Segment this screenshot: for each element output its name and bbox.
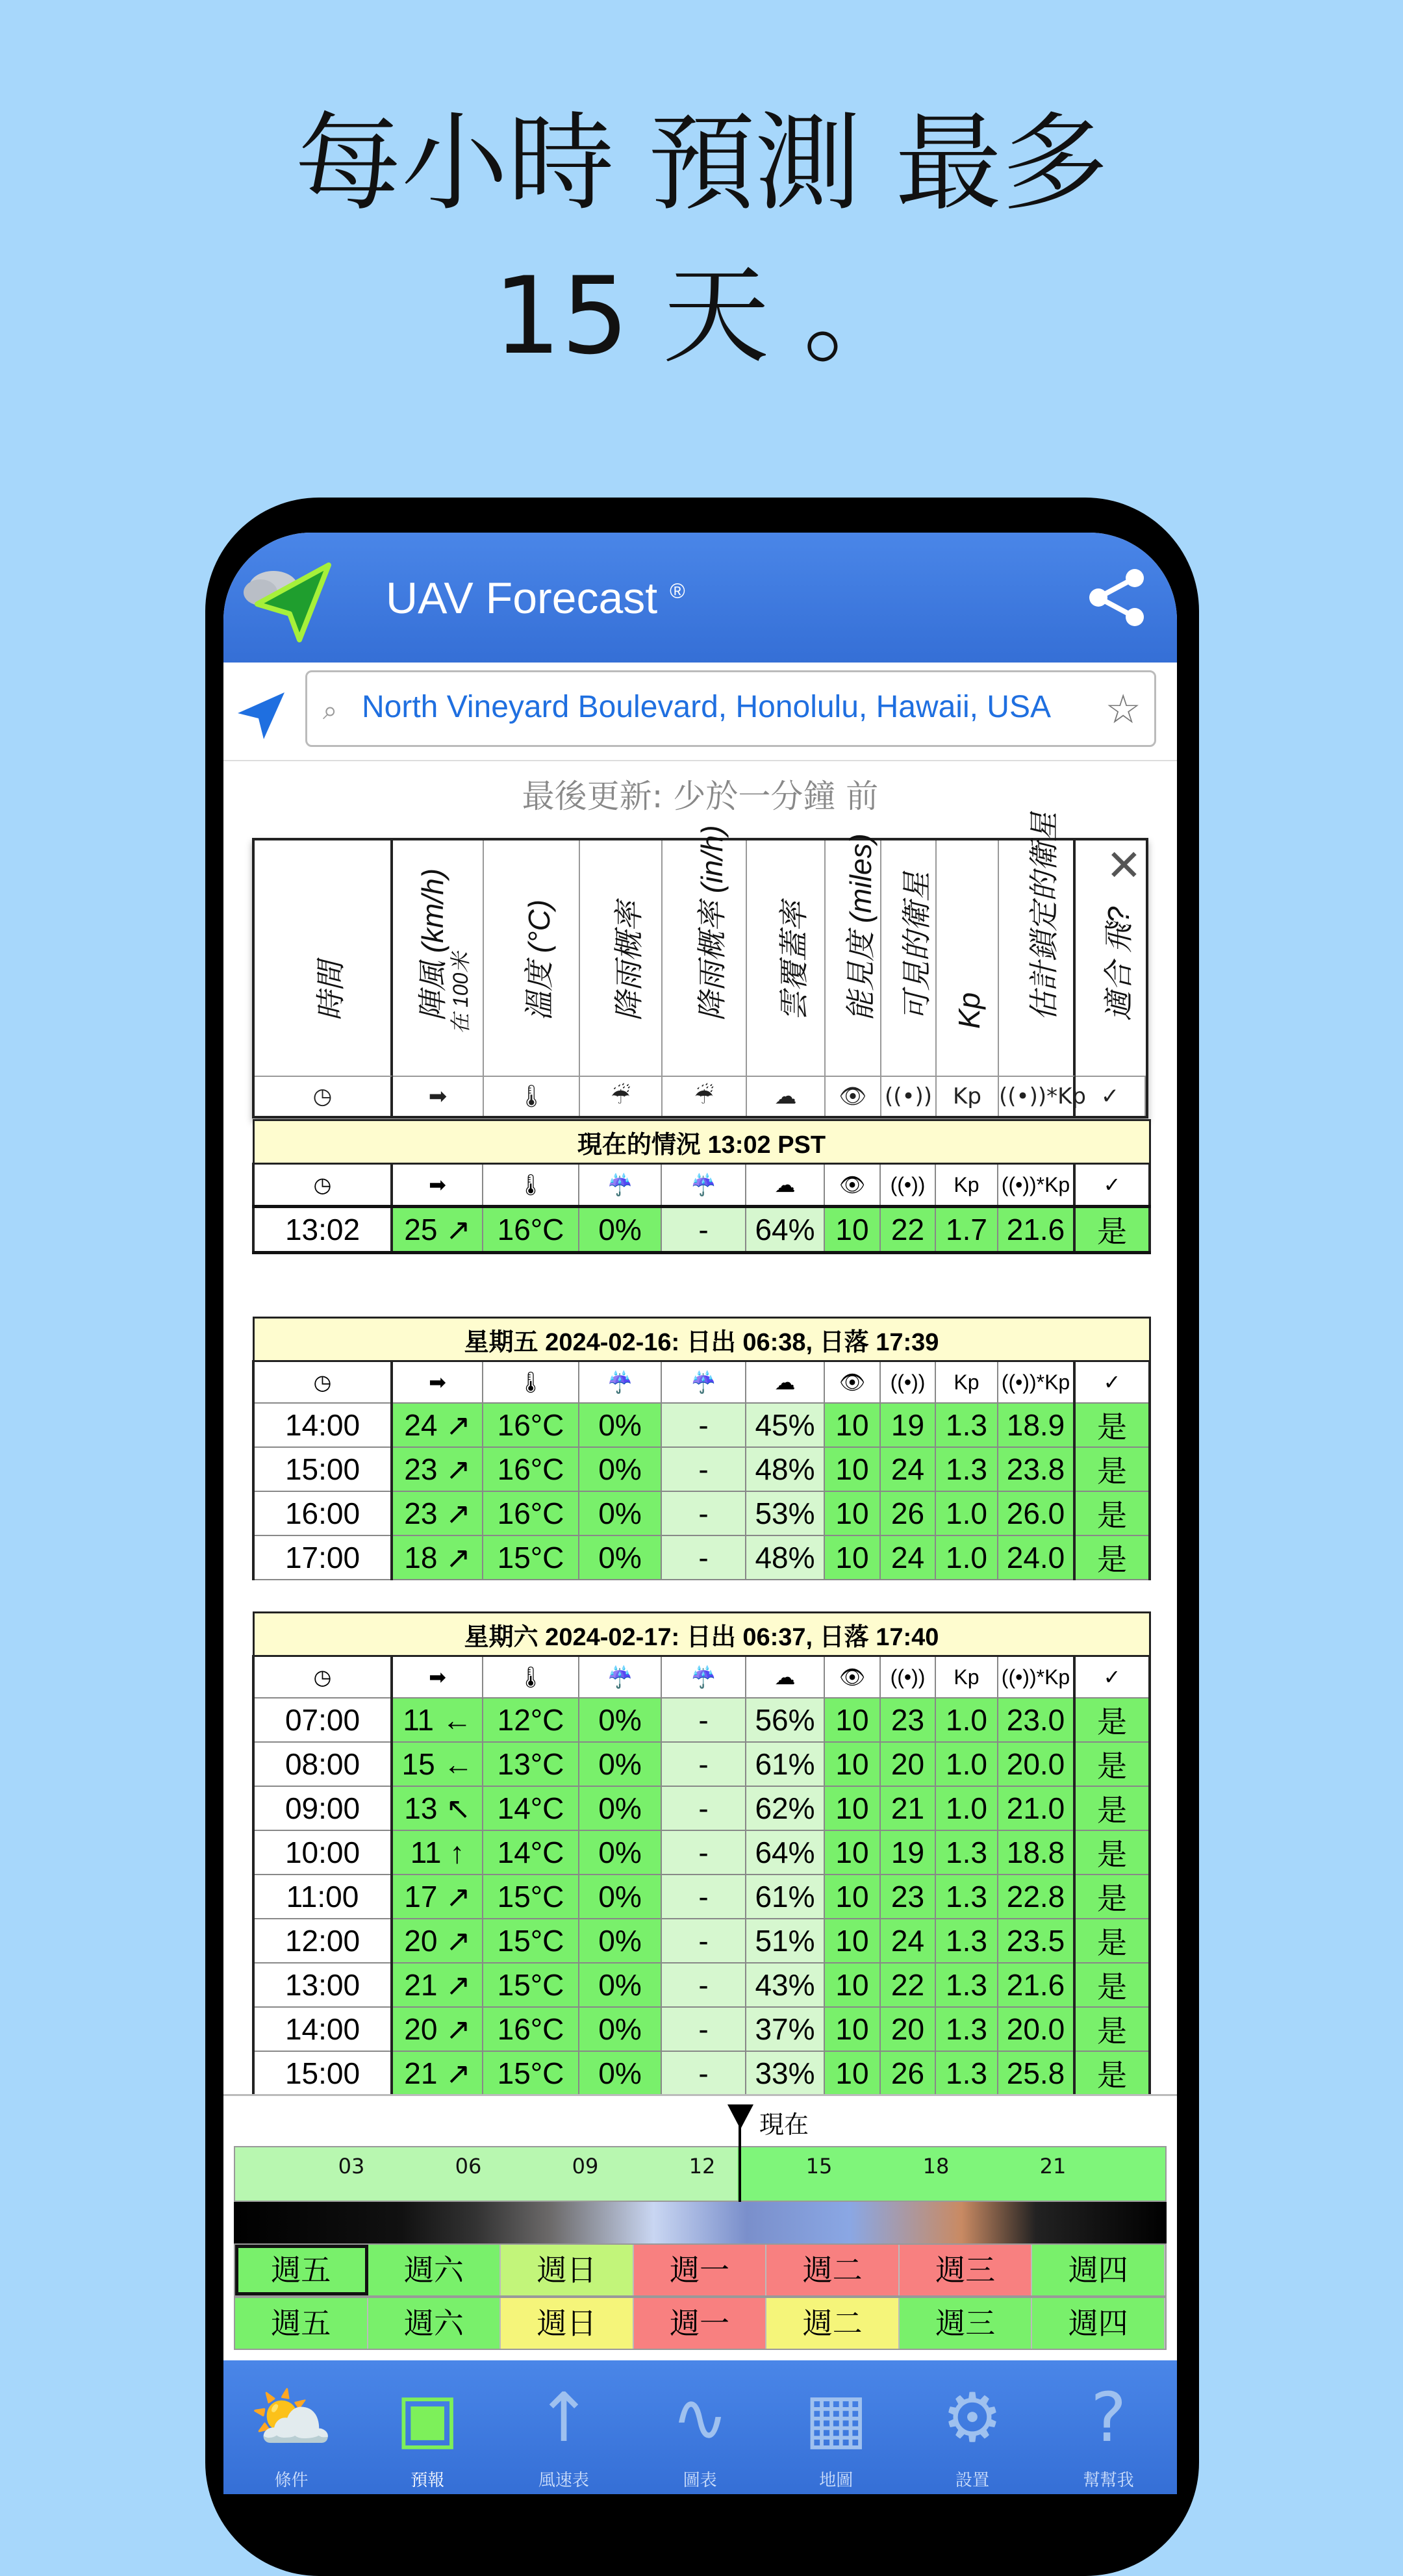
cell-temp: 16°C xyxy=(483,1491,579,1535)
cell-gust: 24 ↗ xyxy=(392,1403,483,1447)
app-title: UAV Forecast ® xyxy=(386,574,685,623)
cell-locked-sats: 18.8 xyxy=(998,1830,1074,1875)
cell-rain-rate: - xyxy=(661,1963,746,2007)
cell-gust: 11 ↑ xyxy=(392,1830,483,1875)
close-icon[interactable]: ✕ xyxy=(1106,840,1142,890)
cell-kp: 1.3 xyxy=(935,1830,998,1875)
timeline-tick-label: 21 xyxy=(1039,2154,1067,2178)
cell-rain: 0% xyxy=(579,1963,661,2007)
table-row[interactable] xyxy=(253,2051,1150,2095)
cell-fly: 是 xyxy=(1074,1963,1150,2007)
now-label: 現在 xyxy=(759,2110,809,2139)
day-tab-5[interactable]: 週二 xyxy=(766,2245,900,2295)
cell-gust: 20 ↗ xyxy=(392,2007,483,2051)
cloud-plane-logo-icon xyxy=(238,552,335,650)
cell-fly: 是 xyxy=(1074,1698,1150,1742)
cell-locked-sats: 23.5 xyxy=(998,1919,1074,1963)
table-row[interactable] xyxy=(253,1786,1150,1830)
nav-label: 幫幫我 xyxy=(1083,2471,1134,2490)
day-tab-7[interactable]: 週四 xyxy=(1032,2298,1165,2349)
timeline-bar[interactable] xyxy=(234,2146,1167,2202)
cell-kp: 1.0 xyxy=(935,1742,998,1786)
table-caption: 星期六 2024-02-17: 日出 06:37, 日落 17:40 xyxy=(253,1613,1150,1656)
cell-kp: 1.3 xyxy=(935,2051,998,2095)
cell-locked-sats: 26.0 xyxy=(998,1491,1074,1535)
cell-visibility: 10 xyxy=(824,1207,880,1253)
satellite-kp-icon: ((•))*Kp xyxy=(998,1656,1074,1698)
cell-locked-sats: 18.9 xyxy=(998,1403,1074,1447)
cell-time: 09:00 xyxy=(253,1786,392,1830)
satellite-kp-icon: ((•))*Kp xyxy=(998,1361,1074,1404)
check-icon: ✓ xyxy=(1074,1164,1150,1207)
cloud-icon: ☁ xyxy=(746,1361,824,1404)
cell-fly: 是 xyxy=(1074,1491,1150,1535)
day-tab-2[interactable]: 週六 xyxy=(368,2245,501,2295)
rain-rate-icon: ☔ xyxy=(661,1361,746,1404)
cell-rain: 0% xyxy=(579,1491,661,1535)
cell-satellites: 20 xyxy=(880,2007,935,2051)
cell-time: 11:00 xyxy=(253,1875,392,1919)
current-conditions-table xyxy=(252,1119,1151,1254)
header-rain: 降雨概率 xyxy=(580,840,663,1076)
cell-rain-rate: - xyxy=(661,1830,746,1875)
cell-satellites: 23 xyxy=(880,1698,935,1742)
cell-kp: 1.3 xyxy=(935,1919,998,1963)
satellite-kp-icon: ((•))*Kp xyxy=(999,1076,1076,1116)
cell-fly: 是 xyxy=(1074,1786,1150,1830)
nav-label: 條件 xyxy=(274,2471,309,2490)
header-rain-in: 降雨概率 (in/h) xyxy=(663,840,747,1076)
nav-item-help[interactable] xyxy=(1041,2360,1176,2494)
headline-line-2: 15 天 。 xyxy=(493,254,910,378)
cell-rain-rate: - xyxy=(661,1919,746,1963)
satellite-kp-icon: ((•))*Kp xyxy=(998,1164,1074,1207)
cell-satellites: 21 xyxy=(880,1786,935,1830)
rain-icon: ☔ xyxy=(580,1076,663,1116)
header-gust: 陣風 (km/h) 在 100米 xyxy=(393,840,484,1076)
day-tab-1[interactable]: 週五 xyxy=(235,2245,368,2295)
cell-satellites: 23 xyxy=(880,1875,935,1919)
table-row[interactable] xyxy=(253,2007,1150,2051)
eye-icon: 👁 xyxy=(824,1164,880,1207)
rain-rate-icon: ☔ xyxy=(661,1656,746,1698)
day-tab-3[interactable]: 週日 xyxy=(501,2245,634,2295)
cell-time: 10:00 xyxy=(253,1830,392,1875)
cell-gust: 18 ↗ xyxy=(392,1535,483,1580)
cell-kp: 1.0 xyxy=(935,1535,998,1580)
table-row[interactable] xyxy=(253,1830,1150,1875)
kp-icon: Kp xyxy=(935,1656,998,1698)
cell-gust: 21 ↗ xyxy=(392,1963,483,2007)
header-visibility: 能見度 (miles) xyxy=(826,840,881,1076)
cell-rain: 0% xyxy=(579,1742,661,1786)
day-tabs-row-1 xyxy=(234,2243,1167,2297)
timeline-tick-label: 06 xyxy=(455,2154,482,2178)
cell-cloud: 53% xyxy=(746,1491,824,1535)
app-screen xyxy=(223,533,1177,2494)
cell-locked-sats: 20.0 xyxy=(998,1742,1074,1786)
day-tab-6[interactable]: 週三 xyxy=(900,2298,1033,2349)
column-header-panel xyxy=(252,812,1148,1118)
table-row[interactable] xyxy=(253,1535,1150,1580)
cell-rain: 0% xyxy=(579,1403,661,1447)
cell-rain-rate: - xyxy=(661,2007,746,2051)
cell-temp: 15°C xyxy=(483,2051,579,2095)
cell-rain: 0% xyxy=(579,1919,661,1963)
nav-item-map[interactable] xyxy=(768,2360,904,2494)
table-row[interactable] xyxy=(253,1698,1150,1742)
now-marker-icon xyxy=(727,2104,753,2129)
cell-time: 08:00 xyxy=(253,1742,392,1786)
cell-fly: 是 xyxy=(1074,1830,1150,1875)
satellite-icon: ((•)) xyxy=(880,1164,935,1207)
cell-locked-sats: 23.8 xyxy=(998,1447,1074,1491)
header-fly: 適合 飛? ✕ xyxy=(1102,840,1142,1021)
cell-cloud: 48% xyxy=(746,1535,824,1580)
timeline-tick-label: 15 xyxy=(805,2154,833,2178)
last-updated-text: 最後更新: 少於一分鐘 前 xyxy=(522,777,879,815)
cell-fly: 是 xyxy=(1074,1447,1150,1491)
cell-fly: 是 xyxy=(1074,1207,1150,1253)
cell-cloud: 64% xyxy=(746,1830,824,1875)
day-tabs-row-2 xyxy=(234,2297,1167,2350)
timeline-tick-label: 03 xyxy=(338,2154,365,2178)
cell-cloud: 37% xyxy=(746,2007,824,2051)
nav-item-gear[interactable] xyxy=(905,2360,1041,2494)
cell-rain: 0% xyxy=(579,1830,661,1875)
star-icon[interactable]: ☆ xyxy=(1105,685,1141,733)
kp-icon: Kp xyxy=(937,1076,999,1116)
cell-fly: 是 xyxy=(1074,2007,1150,2051)
cell-time: 15:00 xyxy=(253,2051,392,2095)
table-row[interactable] xyxy=(253,1491,1150,1535)
cell-time: 12:00 xyxy=(253,1919,392,1963)
cell-satellites: 24 xyxy=(880,1535,935,1580)
cell-kp: 1.3 xyxy=(935,2007,998,2051)
cell-rain-rate: - xyxy=(661,1698,746,1742)
nav-label: 地圖 xyxy=(819,2471,853,2490)
cell-fly: 是 xyxy=(1074,1403,1150,1447)
kp-icon: Kp xyxy=(935,1361,998,1404)
rain-icon: ☔ xyxy=(579,1656,661,1698)
location-text[interactable]: North Vineyard Boulevard, Honolulu, Hawaii, USA xyxy=(362,690,1051,724)
cell-locked-sats: 21.6 xyxy=(998,1963,1074,2007)
cell-cloud: 61% xyxy=(746,1742,824,1786)
cell-cloud: 48% xyxy=(746,1447,824,1491)
cell-temp: 16°C xyxy=(483,1403,579,1447)
day-tab-5[interactable]: 週二 xyxy=(766,2298,900,2349)
cell-locked-sats: 25.8 xyxy=(998,2051,1074,2095)
cell-rain: 0% xyxy=(579,1875,661,1919)
table-row[interactable] xyxy=(253,1403,1150,1447)
cell-visibility: 10 xyxy=(824,1403,880,1447)
cell-fly: 是 xyxy=(1074,1535,1150,1580)
cell-rain-rate: - xyxy=(661,1403,746,1447)
rain-icon: ☔ xyxy=(579,1164,661,1207)
thermometer-icon: 🌡 xyxy=(483,1164,579,1207)
cell-time: 14:00 xyxy=(253,1403,392,1447)
day-tab-3[interactable]: 週日 xyxy=(501,2298,634,2349)
help-icon: ? xyxy=(1091,2378,1127,2457)
cell-time: 16:00 xyxy=(253,1491,392,1535)
cell-gust: 17 ↗ xyxy=(392,1875,483,1919)
header-locked-sats: 估計鎖定的衛星 xyxy=(999,840,1076,1076)
day1-forecast-table xyxy=(252,1317,1151,1580)
cell-time: 17:00 xyxy=(253,1535,392,1580)
clock-icon: ◷ xyxy=(253,1361,392,1404)
gear-icon: ⚙ xyxy=(942,2378,1003,2457)
cell-time: 13:02 xyxy=(253,1207,392,1253)
cell-fly: 是 xyxy=(1074,2051,1150,2095)
cell-locked-sats: 21.6 xyxy=(998,1207,1074,1253)
cell-visibility: 10 xyxy=(824,1830,880,1875)
cell-visibility: 10 xyxy=(824,1447,880,1491)
cell-rain-rate: - xyxy=(661,1742,746,1786)
eye-icon: 👁 xyxy=(826,1076,881,1116)
search-icon: ⌕ xyxy=(323,696,338,726)
arrow-up-icon: ↑ xyxy=(535,2378,592,2457)
cell-cloud: 51% xyxy=(746,1919,824,1963)
cell-satellites: 19 xyxy=(880,1403,935,1447)
map-icon: ▦ xyxy=(804,2378,868,2457)
calendar-icon: ▣ xyxy=(396,2378,460,2457)
nav-item-arrow-up[interactable] xyxy=(496,2360,631,2494)
cell-visibility: 10 xyxy=(824,2051,880,2095)
nav-label: 風速表 xyxy=(538,2471,589,2490)
nav-item-calendar[interactable] xyxy=(360,2360,496,2494)
day-tab-7[interactable]: 週四 xyxy=(1032,2245,1165,2295)
nav-label: 圖表 xyxy=(683,2471,717,2490)
cell-rain: 0% xyxy=(579,1786,661,1830)
wind-arrow-icon: ➡ xyxy=(393,1076,484,1116)
cell-fly: 是 xyxy=(1074,1919,1150,1963)
cell-rain: 0% xyxy=(579,1207,661,1253)
cell-rain: 0% xyxy=(579,2051,661,2095)
cloud-icon: ☁ xyxy=(747,1076,826,1116)
cell-satellites: 20 xyxy=(880,1742,935,1786)
header-satellites: 可見的衛星 xyxy=(881,840,937,1076)
cell-kp: 1.3 xyxy=(935,1403,998,1447)
cell-rain-rate: - xyxy=(661,1535,746,1580)
day-tab-6[interactable]: 週三 xyxy=(900,2245,1033,2295)
cell-locked-sats: 21.0 xyxy=(998,1786,1074,1830)
table-caption: 現在的情況 13:02 PST xyxy=(253,1120,1150,1164)
cell-temp: 14°C xyxy=(483,1786,579,1830)
nav-item-weather[interactable] xyxy=(223,2360,359,2494)
header-kp: Kp xyxy=(937,840,999,1076)
satellite-icon: ((•)) xyxy=(880,1656,935,1698)
cell-locked-sats: 20.0 xyxy=(998,2007,1074,2051)
day-tab-1[interactable]: 週五 xyxy=(235,2298,368,2349)
thermometer-icon: 🌡 xyxy=(484,1076,580,1116)
weather-icon: ⛅ xyxy=(249,2378,334,2457)
cell-gust: 23 ↗ xyxy=(392,1491,483,1535)
satellite-icon: ((•)) xyxy=(880,1361,935,1404)
cell-gust: 13 ↖ xyxy=(392,1786,483,1830)
nav-item-chart-pulse[interactable] xyxy=(632,2360,768,2494)
cell-temp: 14°C xyxy=(483,1830,579,1875)
header-cloud: 雲覆蓋率 xyxy=(747,840,826,1076)
bottom-navigation xyxy=(223,2360,1177,2494)
cell-visibility: 10 xyxy=(824,1535,880,1580)
table-row[interactable] xyxy=(253,1447,1150,1491)
cell-temp: 12°C xyxy=(483,1698,579,1742)
cell-cloud: 64% xyxy=(746,1207,824,1253)
cell-satellites: 26 xyxy=(880,2051,935,2095)
day-tab-4[interactable]: 週一 xyxy=(634,2298,767,2349)
cell-visibility: 10 xyxy=(824,1786,880,1830)
cloud-icon: ☁ xyxy=(746,1164,824,1207)
cell-temp: 15°C xyxy=(483,1875,579,1919)
cell-visibility: 10 xyxy=(824,1875,880,1919)
timeline-tick-label: 18 xyxy=(922,2154,950,2178)
thermometer-icon: 🌡 xyxy=(483,1361,579,1404)
check-icon: ✓ xyxy=(1076,1076,1146,1116)
cell-temp: 16°C xyxy=(483,1447,579,1491)
timeline-tick-label: 09 xyxy=(572,2154,599,2178)
cell-visibility: 10 xyxy=(824,1742,880,1786)
eye-icon: 👁 xyxy=(824,1656,880,1698)
cell-rain-rate: - xyxy=(661,2051,746,2095)
cell-kp: 1.3 xyxy=(935,1875,998,1919)
cell-gust: 15 ← xyxy=(392,1742,483,1786)
cell-cloud: 43% xyxy=(746,1963,824,2007)
cell-cloud: 56% xyxy=(746,1698,824,1742)
cell-rain-rate: - xyxy=(661,1207,746,1253)
cell-visibility: 10 xyxy=(824,1963,880,2007)
cell-kp: 1.3 xyxy=(935,1963,998,2007)
cell-locked-sats: 24.0 xyxy=(998,1535,1074,1580)
cell-cloud: 45% xyxy=(746,1403,824,1447)
rain-rate-icon: ☔ xyxy=(663,1076,747,1116)
cell-gust: 21 ↗ xyxy=(392,2051,483,2095)
cell-satellites: 24 xyxy=(880,1919,935,1963)
cell-visibility: 10 xyxy=(824,2007,880,2051)
cell-rain: 0% xyxy=(579,1698,661,1742)
wind-arrow-icon: ➡ xyxy=(392,1656,483,1698)
cell-kp: 1.0 xyxy=(935,1786,998,1830)
clock-icon: ◷ xyxy=(253,1164,392,1207)
cell-satellites: 22 xyxy=(880,1207,935,1253)
cell-temp: 16°C xyxy=(483,2007,579,2051)
eye-icon: 👁 xyxy=(824,1361,880,1404)
cell-fly: 是 xyxy=(1074,1875,1150,1919)
clock-icon: ◷ xyxy=(253,1656,392,1698)
clock-icon: ◷ xyxy=(255,1076,393,1116)
kp-icon: Kp xyxy=(935,1164,998,1207)
table-row[interactable] xyxy=(253,1742,1150,1786)
satellite-icon: ((•)) xyxy=(881,1076,937,1116)
cell-cloud: 33% xyxy=(746,2051,824,2095)
cell-rain-rate: - xyxy=(661,1447,746,1491)
cell-locked-sats: 22.8 xyxy=(998,1875,1074,1919)
table-row[interactable] xyxy=(253,1919,1150,1963)
cell-satellites: 24 xyxy=(880,1447,935,1491)
cloud-icon: ☁ xyxy=(746,1656,824,1698)
cell-kp: 1.7 xyxy=(935,1207,998,1253)
cell-rain: 0% xyxy=(579,2007,661,2051)
cell-rain-rate: - xyxy=(661,1875,746,1919)
wind-arrow-icon: ➡ xyxy=(392,1361,483,1404)
cell-time: 14:00 xyxy=(253,2007,392,2051)
cell-kp: 1.3 xyxy=(935,1447,998,1491)
table-row[interactable] xyxy=(253,1207,1150,1253)
cell-temp: 13°C xyxy=(483,1742,579,1786)
cell-temp: 15°C xyxy=(483,1963,579,2007)
cell-gust: 20 ↗ xyxy=(392,1919,483,1963)
cell-rain-rate: - xyxy=(661,1491,746,1535)
cell-gust: 23 ↗ xyxy=(392,1447,483,1491)
nav-label: 預報 xyxy=(411,2471,445,2490)
rain-icon: ☔ xyxy=(579,1361,661,1404)
cell-gust: 11 ← xyxy=(392,1698,483,1742)
daylight-strip xyxy=(234,2202,1167,2246)
cell-satellites: 26 xyxy=(880,1491,935,1535)
cell-cloud: 62% xyxy=(746,1786,824,1830)
cell-temp: 15°C xyxy=(483,1535,579,1580)
header-time: 時間 xyxy=(255,840,393,1076)
location-search-field[interactable] xyxy=(305,670,1156,747)
cell-visibility: 10 xyxy=(824,1491,880,1535)
cell-fly: 是 xyxy=(1074,1742,1150,1786)
cell-kp: 1.0 xyxy=(935,1491,998,1535)
nav-label: 設置 xyxy=(955,2471,989,2490)
table-caption: 星期五 2024-02-16: 日出 06:38, 日落 17:39 xyxy=(253,1318,1150,1361)
cell-time: 13:00 xyxy=(253,1963,392,2007)
day2-forecast-table xyxy=(252,1611,1151,2096)
cell-time: 15:00 xyxy=(253,1447,392,1491)
wind-arrow-icon: ➡ xyxy=(392,1164,483,1207)
timeline-tick-label: 12 xyxy=(689,2154,716,2178)
day-tab-4[interactable]: 週一 xyxy=(634,2245,767,2295)
cell-temp: 15°C xyxy=(483,1919,579,1963)
cell-rain-rate: - xyxy=(661,1786,746,1830)
share-icon[interactable] xyxy=(1084,565,1149,630)
check-icon: ✓ xyxy=(1074,1361,1150,1404)
cell-gust: 25 ↗ xyxy=(392,1207,483,1253)
navigation-arrow-icon[interactable] xyxy=(235,690,287,742)
cell-cloud: 61% xyxy=(746,1875,824,1919)
cell-time: 07:00 xyxy=(253,1698,392,1742)
check-icon: ✓ xyxy=(1074,1656,1150,1698)
table-row[interactable] xyxy=(253,1875,1150,1919)
cell-rain: 0% xyxy=(579,1447,661,1491)
cell-visibility: 10 xyxy=(824,1919,880,1963)
cell-rain: 0% xyxy=(579,1535,661,1580)
table-row[interactable] xyxy=(253,1963,1150,2007)
thermometer-icon: 🌡 xyxy=(483,1656,579,1698)
day-tab-2[interactable]: 週六 xyxy=(368,2298,501,2349)
chart-pulse-icon: ∿ xyxy=(672,2378,729,2457)
headline-line-1: 每小時 預測 最多 xyxy=(294,101,1109,225)
cell-kp: 1.0 xyxy=(935,1698,998,1742)
cell-satellites: 19 xyxy=(880,1830,935,1875)
cell-satellites: 22 xyxy=(880,1963,935,2007)
cell-visibility: 10 xyxy=(824,1698,880,1742)
header-temp: 溫度 (°C) xyxy=(484,840,580,1076)
location-bar xyxy=(223,663,1177,761)
cell-temp: 16°C xyxy=(483,1207,579,1253)
rain-rate-icon: ☔ xyxy=(661,1164,746,1207)
cell-locked-sats: 23.0 xyxy=(998,1698,1074,1742)
app-bar xyxy=(223,533,1177,663)
